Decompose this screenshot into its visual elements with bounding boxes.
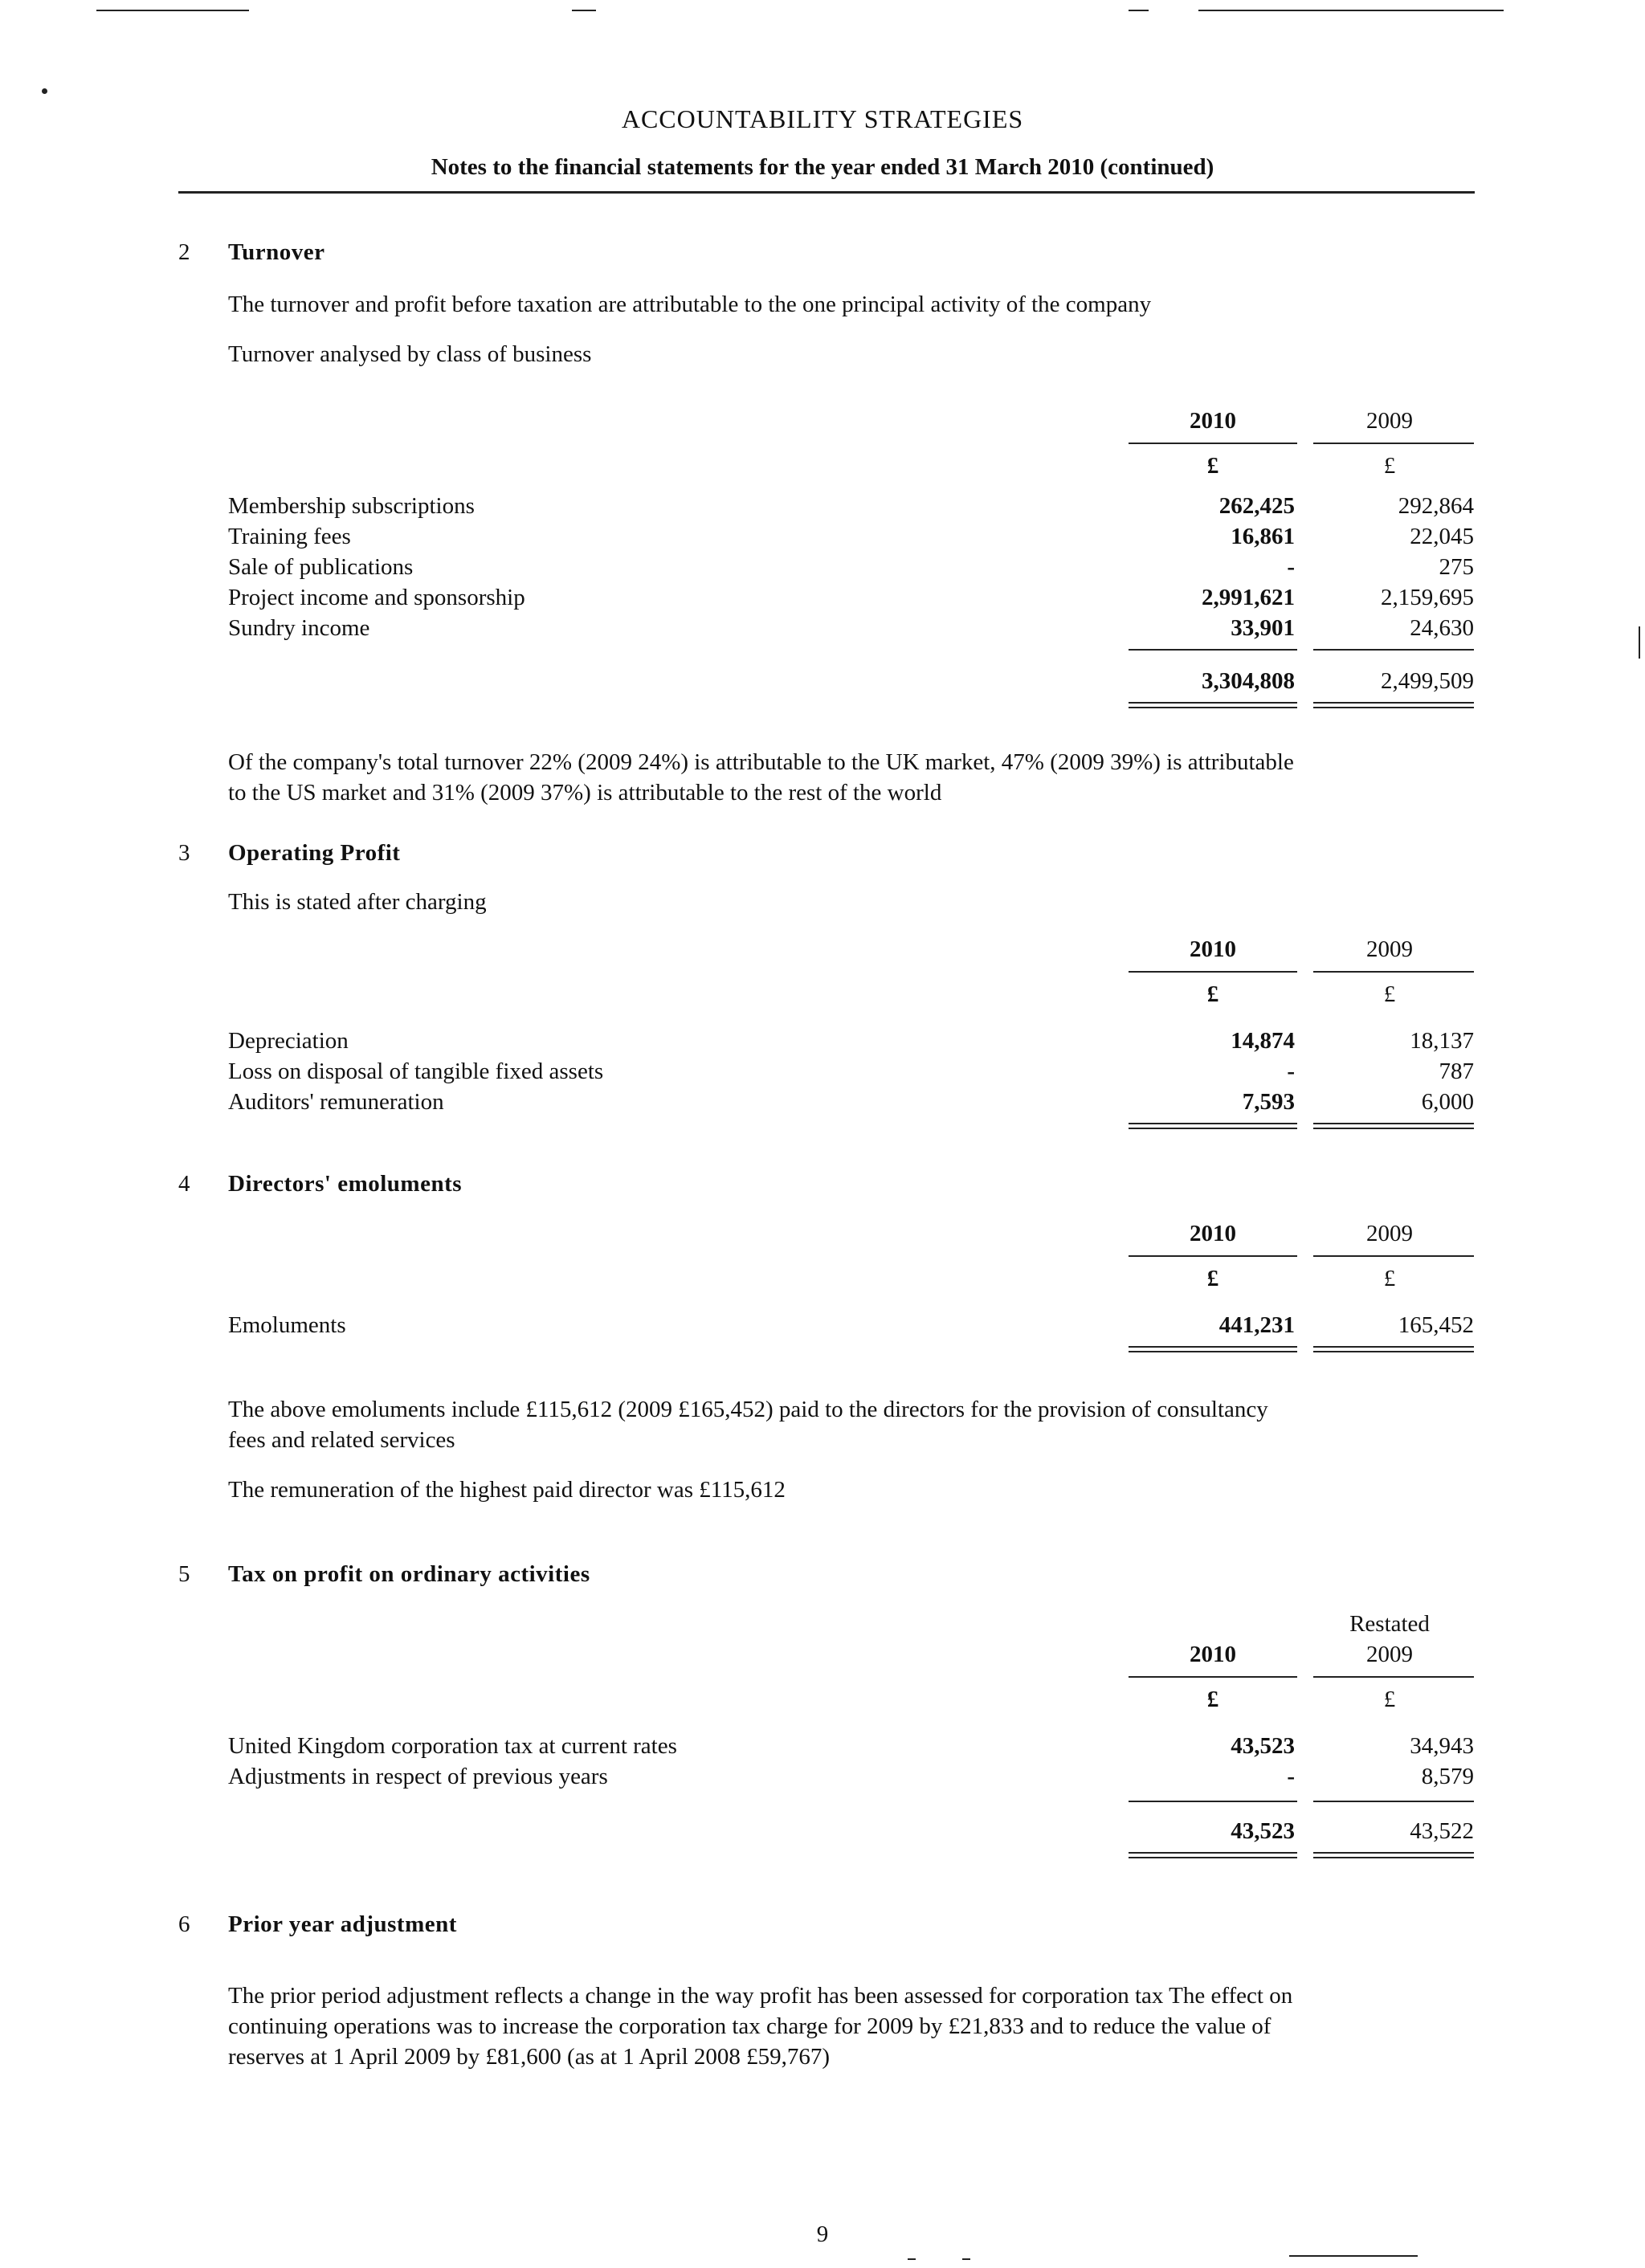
table-cell-2009: 292,864 xyxy=(1398,493,1474,519)
turnover-paragraph-2: Turnover analysed by class of business xyxy=(228,341,592,367)
table-row-label: Membership subscriptions xyxy=(228,493,475,519)
subtotal-rule xyxy=(1313,649,1474,651)
table-cell-2010: - xyxy=(1287,1764,1295,1789)
total-double-rule xyxy=(1313,1852,1474,1854)
scan-artifact-line xyxy=(1289,2255,1418,2257)
page-number: 9 xyxy=(816,2221,829,2247)
table-row-label: Loss on disposal of tangible fixed assets xyxy=(228,1059,604,1084)
column-rule xyxy=(1313,1255,1474,1257)
column-rule xyxy=(1129,1676,1297,1678)
prior-year-paragraph-line-1: The prior period adjustment reflects a change in the way profit has been assessed for corporation tax The effect on xyxy=(228,1983,1293,2009)
column-header-2010: 2010 xyxy=(1190,1221,1236,1246)
table-row-label: Auditors' remuneration xyxy=(228,1089,444,1115)
total-double-rule xyxy=(1313,1123,1474,1124)
note-heading-turnover: Turnover xyxy=(228,239,325,265)
total-double-rule xyxy=(1129,1351,1297,1352)
operating-profit-paragraph: This is stated after charging xyxy=(228,889,487,915)
table-cell-2010: 14,874 xyxy=(1231,1028,1295,1054)
header-rule xyxy=(178,191,1475,194)
column-header-2010: 2010 xyxy=(1190,408,1236,434)
column-rule xyxy=(1313,1676,1474,1678)
total-double-rule xyxy=(1129,1123,1297,1124)
column-header-2010: 2010 xyxy=(1190,1642,1236,1667)
table-cell-2009: 8,579 xyxy=(1421,1764,1474,1789)
scan-artifact-line xyxy=(96,10,249,11)
total-2010: 3,304,808 xyxy=(1202,668,1295,694)
total-double-rule xyxy=(1129,702,1297,704)
table-row-label: Depreciation xyxy=(228,1028,349,1054)
column-rule xyxy=(1313,971,1474,973)
note-number: 3 xyxy=(178,840,190,866)
total-double-rule xyxy=(1129,707,1297,708)
table-row-label: United Kingdom corporation tax at current rates xyxy=(228,1733,677,1759)
currency-label-2010: £ xyxy=(1206,1266,1219,1291)
total-double-rule xyxy=(1129,1128,1297,1129)
document-title: ACCOUNTABILITY STRATEGIES xyxy=(621,104,1024,133)
note-heading-directors-emoluments: Directors' emoluments xyxy=(228,1171,463,1197)
scan-artifact-line xyxy=(1198,10,1504,11)
table-cell-2009: 165,452 xyxy=(1398,1312,1474,1338)
table-row-label: Project income and sponsorship xyxy=(228,585,525,610)
note-heading-operating-profit: Operating Profit xyxy=(228,840,401,866)
table-row-label: Sundry income xyxy=(228,615,370,641)
directors-highest-paid-paragraph: The remuneration of the highest paid director was £115,612 xyxy=(228,1477,786,1503)
table-cell-2009: 6,000 xyxy=(1421,1089,1474,1115)
table-row-label: Adjustments in respect of previous years xyxy=(228,1764,608,1789)
table-row-label: Sale of publications xyxy=(228,554,414,580)
currency-label-2009: £ xyxy=(1383,1266,1396,1291)
turnover-paragraph-1: The turnover and profit before taxation are attributable to the one principal activity of the company xyxy=(228,292,1152,317)
scan-artifact-line xyxy=(908,2258,916,2260)
scan-artifact-line xyxy=(962,2258,970,2260)
total-double-rule xyxy=(1129,1346,1297,1348)
prior-year-paragraph-line-2: continuing operations was to increase the corporation tax charge for 2009 by £21,833 and to reduce the value of xyxy=(228,2013,1272,2039)
total-double-rule xyxy=(1313,702,1474,704)
scan-artifact-dot xyxy=(42,88,47,94)
total-double-rule xyxy=(1313,707,1474,708)
total-double-rule xyxy=(1313,1346,1474,1348)
total-double-rule xyxy=(1313,1351,1474,1352)
column-header-2009: 2009 xyxy=(1366,1642,1413,1667)
scan-artifact-line xyxy=(572,10,596,11)
document-subtitle: Notes to the financial statements for the year ended 31 March 2010 (continued) xyxy=(431,154,1214,180)
total-double-rule xyxy=(1129,1857,1297,1858)
turnover-market-paragraph-line-1: Of the company's total turnover 22% (2009 24%) is attributable to the UK market, 47% (2009 39%) is attributable xyxy=(228,749,1294,775)
table-cell-2009: 275 xyxy=(1439,554,1474,580)
table-cell-2010: 2,991,621 xyxy=(1202,585,1295,610)
table-cell-2009: 24,630 xyxy=(1410,615,1474,641)
note-number: 5 xyxy=(178,1561,190,1587)
note-number: 6 xyxy=(178,1911,190,1937)
currency-label-2010: £ xyxy=(1206,453,1219,479)
table-cell-2010: - xyxy=(1287,1059,1295,1084)
subtotal-rule xyxy=(1313,1801,1474,1802)
column-header-2009: 2009 xyxy=(1366,936,1413,962)
table-cell-2010: 33,901 xyxy=(1231,615,1295,641)
restated-label: Restated xyxy=(1349,1611,1430,1637)
table-cell-2009: 34,943 xyxy=(1410,1733,1474,1759)
subtotal-rule xyxy=(1129,1801,1297,1802)
column-header-2010: 2010 xyxy=(1190,936,1236,962)
currency-label-2010: £ xyxy=(1206,1687,1219,1712)
directors-paragraph-line-2: fees and related services xyxy=(228,1427,455,1453)
total-2010: 43,523 xyxy=(1231,1818,1295,1844)
note-number: 2 xyxy=(178,239,190,265)
table-cell-2010: 16,861 xyxy=(1231,524,1295,549)
table-cell-2009: 22,045 xyxy=(1410,524,1474,549)
currency-label-2009: £ xyxy=(1383,981,1396,1007)
table-cell-2009: 18,137 xyxy=(1410,1028,1474,1054)
column-header-2009: 2009 xyxy=(1366,1221,1413,1246)
column-rule xyxy=(1313,443,1474,444)
total-double-rule xyxy=(1313,1857,1474,1858)
table-row-label: Emoluments xyxy=(228,1312,346,1338)
column-rule xyxy=(1129,971,1297,973)
column-rule xyxy=(1129,443,1297,444)
table-row-label: Training fees xyxy=(228,524,351,549)
directors-paragraph-line-1: The above emoluments include £115,612 (2009 £165,452) paid to the directors for the provision of consultancy xyxy=(228,1397,1268,1422)
note-heading-prior-year-adjustment: Prior year adjustment xyxy=(228,1911,457,1937)
total-2009: 43,522 xyxy=(1410,1818,1474,1844)
subtotal-rule xyxy=(1129,649,1297,651)
total-2009: 2,499,509 xyxy=(1381,668,1474,694)
scan-artifact-line xyxy=(1129,10,1149,11)
table-cell-2010: 441,231 xyxy=(1218,1312,1295,1338)
table-cell-2009: 2,159,695 xyxy=(1381,585,1474,610)
table-cell-2010: 7,593 xyxy=(1242,1089,1295,1115)
column-header-2009: 2009 xyxy=(1366,408,1413,434)
table-cell-2010: 262,425 xyxy=(1218,493,1295,519)
table-cell-2009: 787 xyxy=(1439,1059,1474,1084)
turnover-market-paragraph-line-2: to the US market and 31% (2009 37%) is attributable to the rest of the world xyxy=(228,780,942,806)
note-number: 4 xyxy=(178,1171,190,1197)
total-double-rule xyxy=(1129,1852,1297,1854)
scan-artifact-line xyxy=(1639,626,1640,659)
total-double-rule xyxy=(1313,1128,1474,1129)
currency-label-2009: £ xyxy=(1383,453,1396,479)
currency-label-2010: £ xyxy=(1206,981,1219,1007)
column-rule xyxy=(1129,1255,1297,1257)
note-heading-tax: Tax on profit on ordinary activities xyxy=(228,1561,590,1587)
table-cell-2010: - xyxy=(1287,554,1295,580)
prior-year-paragraph-line-3: reserves at 1 April 2009 by £81,600 (as at 1 April 2008 £59,767) xyxy=(228,2044,831,2070)
table-cell-2010: 43,523 xyxy=(1231,1733,1295,1759)
currency-label-2009: £ xyxy=(1383,1687,1396,1712)
